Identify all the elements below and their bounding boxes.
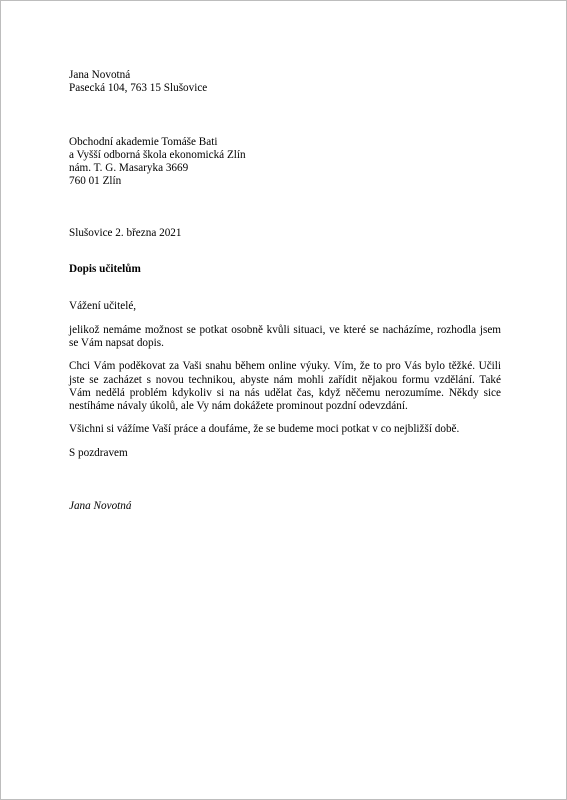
letter-subject: Dopis učitelům — [69, 263, 141, 276]
sender-address: Pasecká 104, 763 15 Slušovice — [69, 82, 208, 95]
recipient-line-3: nám. T. G. Masaryka 3669 — [69, 162, 189, 175]
paragraph-line: jste se zacházet s novou technikou, abyste nám mohli zařídit nějakou formu vzdělání. Také — [69, 373, 501, 386]
sender-block — [69, 69, 501, 96]
paragraph-1 — [69, 324, 501, 351]
recipient-line-2: a Vyšší odborná škola ekonomická Zlín — [69, 148, 246, 161]
paragraph-2 — [69, 360, 501, 413]
paragraph-line: se Vám napsat dopis. — [69, 336, 164, 349]
paragraph-3 — [69, 423, 501, 436]
letter-closing: S pozdravem — [69, 446, 128, 459]
letter-signature: Jana Novotná — [69, 500, 132, 513]
paragraph-line: Vám nedělá problém kdykoliv si na nás udělat čas, když něčemu nerozumíme. Někdy sice — [69, 386, 501, 399]
letter-body — [69, 69, 501, 513]
recipient-line-1: Obchodní akademie Tomáše Bati — [69, 135, 218, 148]
recipient-block — [69, 136, 501, 189]
sender-name: Jana Novotná — [69, 69, 131, 81]
letter-date: Slušovice 2. března 2021 — [69, 226, 182, 239]
paragraph-line: Všichni si vážíme Vaší práce a doufáme, že se budeme moci potkat v co nejbližší době. — [69, 423, 460, 436]
paragraph-line: nestíháme návaly úkolů, ale Vy nám dokážete prominout pozdní odevzdání. — [69, 400, 408, 413]
paragraph-line: jelikož nemáme možnost se potkat osobně kvůli situaci, ve které se nacházíme, rozhodla jsem — [69, 323, 501, 336]
recipient-line-4: 760 01 Zlín — [69, 175, 122, 188]
letter-greeting: Vážení učitelé, — [69, 300, 137, 313]
paragraph-line: Chci Vám poděkovat za Vaši snahu během online výuky. Vím, že to pro Vás bylo těžké. Učili — [69, 360, 501, 373]
